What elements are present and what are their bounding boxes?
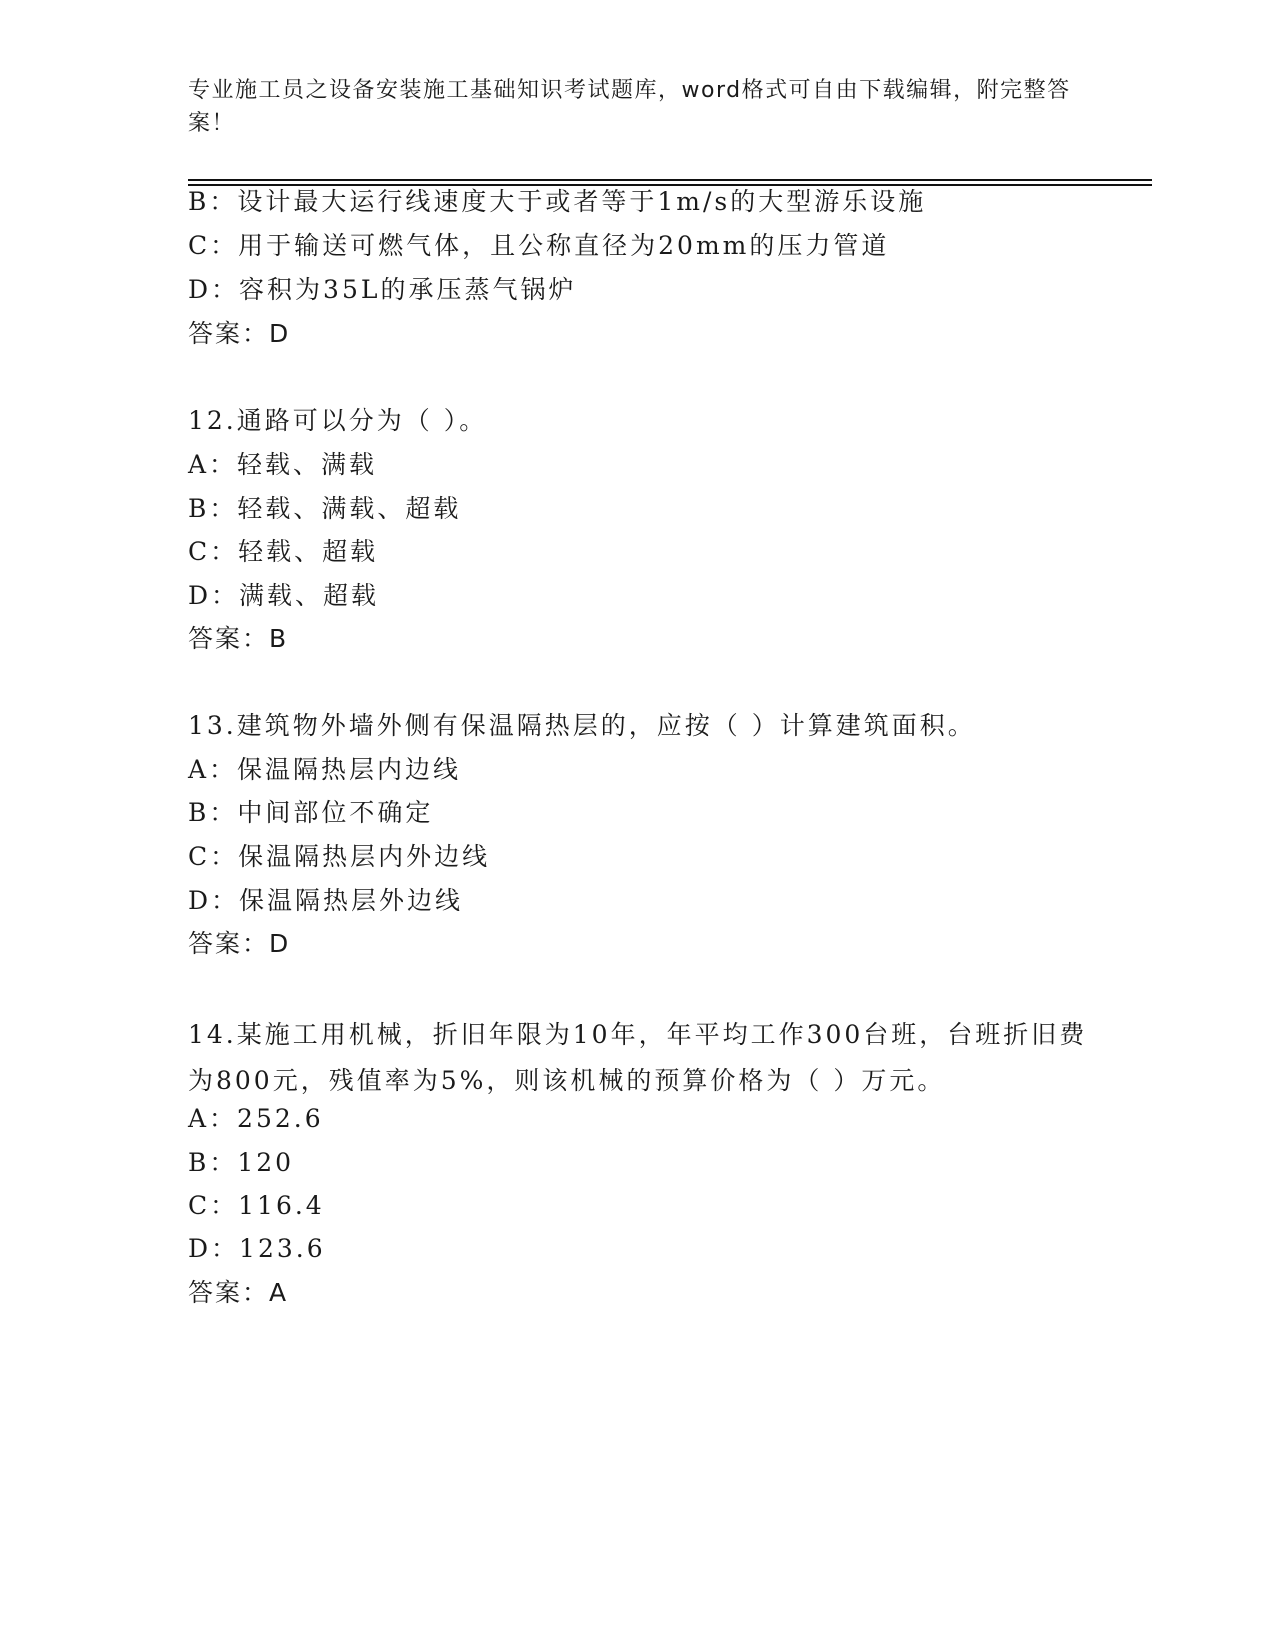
q11-option-c: C：用于输送可燃气体，且公称直径为20mm的压力管道 xyxy=(188,231,890,260)
q14-option-b: B：120 xyxy=(188,1148,295,1177)
header-divider-top xyxy=(188,179,1152,181)
document-header: 专业施工员之设备安装施工基础知识考试题库，word格式可自由下载编辑，附完整答案！ xyxy=(188,78,1071,136)
q14-stem: 14.某施工用机械，折旧年限为10年，年平均工作300台班，台班折旧费为800元，残值率为5%，则该机械的预算价格为（ ）万元。 xyxy=(188,1020,1088,1095)
q13-option-a: A：保温隔热层内边线 xyxy=(188,755,462,784)
q12-stem: 12.通路可以分为（ ）。 xyxy=(188,406,488,435)
q11-answer: 答案：D xyxy=(188,319,291,348)
q12-option-b: B：轻载、满载、超载 xyxy=(188,494,462,523)
q14-answer: 答案：A xyxy=(188,1278,289,1307)
q11-option-d: D：容积为35L的承压蒸气锅炉 xyxy=(188,275,577,304)
q11-option-b: B：设计最大运行线速度大于或者等于1m/s的大型游乐设施 xyxy=(188,187,927,216)
q13-stem: 13.建筑物外墙外侧有保温隔热层的，应按（ ）计算建筑面积。 xyxy=(188,711,976,740)
q14-option-a: A：252.6 xyxy=(188,1104,324,1133)
q14-option-c: C：116.4 xyxy=(188,1191,325,1220)
q12-option-a: A：轻载、满载 xyxy=(188,450,378,479)
q13-answer: 答案：D xyxy=(188,929,291,958)
q13-option-b: B：中间部位不确定 xyxy=(188,798,434,827)
q13-option-d: D：保温隔热层外边线 xyxy=(188,886,464,915)
q12-option-d: D：满载、超载 xyxy=(188,581,380,610)
q13-option-c: C：保温隔热层内外边线 xyxy=(188,842,491,871)
q12-answer: 答案：B xyxy=(188,624,289,653)
q14-option-d: D：123.6 xyxy=(188,1234,326,1263)
q12-option-c: C：轻载、超载 xyxy=(188,537,379,566)
